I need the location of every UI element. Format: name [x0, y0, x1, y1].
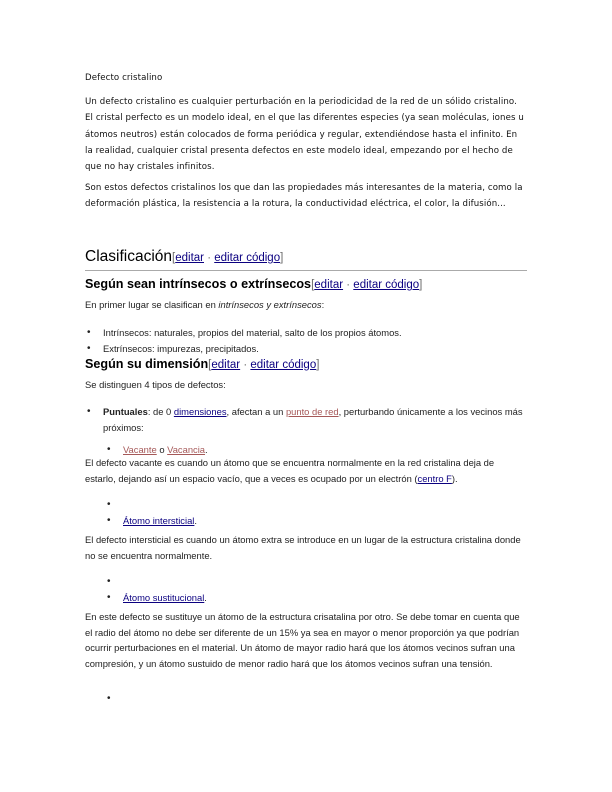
- document-title: Defecto cristalino: [85, 73, 163, 83]
- edit-links: [editar · editar código]: [172, 252, 284, 264]
- vacante-link[interactable]: Vacante: [123, 444, 157, 455]
- list-item-empty: [85, 691, 527, 707]
- subheading-dimension: Según su dimensión[editar · editar código]: [85, 357, 320, 371]
- edit-link[interactable]: editar: [175, 252, 204, 264]
- vacante-description: El defecto vacante es cuando un átomo que se encuentra normalmente en la red cristalina deja de estarlo, dejando así un espacio vacío, que a veces es ocupado por un electrón (centro F).: [85, 457, 495, 484]
- list-item: • Extrínsecos: impurezas, precipitados.: [85, 341, 527, 357]
- atomo-intersticial-link[interactable]: Átomo intersticial: [123, 514, 195, 526]
- list-item: • Intrínsecos: naturales, propios del material, salto de los propios átomos.: [85, 325, 527, 341]
- edit-links: [editar · editar código]: [208, 359, 320, 371]
- sustitucional-list: [85, 574, 527, 605]
- list-item-empty: [85, 497, 527, 513]
- intersticial-list: [85, 497, 527, 528]
- centro-f-link[interactable]: centro F: [417, 472, 452, 484]
- dimension-lead: Se distinguen 4 tipos de defectos:: [85, 379, 226, 390]
- edit-link[interactable]: editar: [211, 359, 241, 371]
- list-item-sustitucional: • Átomo sustitucional.: [85, 590, 527, 606]
- sustitucional-description: En este defecto se sustituye un átomo de la estructura crisatalina por otro. Se debe tomar en cuenta que el radio del átomo no debe ser diferente de un 15% ya sea en mayor o menor proporción ya que podrían ocurrir perturbaciones en el material. Un átomo de mayor radio hará que los átomos vecinos sufran una compresión, y un átomo sustuido de menor radio hará que los átomos vecinos sufran una tensión.: [85, 611, 520, 669]
- edit-link[interactable]: editar: [314, 279, 344, 291]
- vacancia-link[interactable]: Vacancia: [167, 444, 206, 455]
- list-item-empty: [85, 574, 527, 590]
- list-item-puntuales: • Puntuales: de 0 dimensiones, afectan a un punto de red, perturbando únicamente a los vecinos más próximos:: [85, 404, 527, 435]
- atomo-sustitucional-link[interactable]: Átomo sustitucional: [123, 591, 205, 603]
- edit-code-link[interactable]: editar código: [353, 279, 420, 291]
- dimension-list: [85, 404, 527, 458]
- edit-code-link[interactable]: editar código: [214, 252, 281, 264]
- edit-links: [editar · editar código]: [311, 279, 423, 291]
- dimensiones-link[interactable]: dimensiones: [173, 406, 227, 417]
- section-title: Clasificación: [85, 248, 173, 265]
- punto-de-red-link[interactable]: punto de red: [285, 406, 339, 417]
- intrinsecos-list: [85, 325, 527, 356]
- intro-paragraph-2: Son estos defectos cristalinos los que dan las propiedades más interesantes de la materia, como la deformación plástica, la resistencia a la rotura, la conductividad eléctrica, el color, la difusión...: [85, 183, 523, 210]
- intro-paragraph-1: Un defecto cristalino es cualquier perturbación en la periodicidad de la red de un sólido cristalino. El cristal perfecto es un modelo ideal, en el que las diferentes especies (ya sean moléculas, iones u átomos neutros) están colocados de forma periódica y regular, extendiéndose hasta el infinito. En la realidad, cualquier cristal presenta defectos en este modelo ideal, empezando por el hecho de que no hay cristales infinitos.: [85, 97, 524, 173]
- list-item-vacante: • Vacante o Vacancia.: [85, 442, 527, 458]
- intrinsecos-lead: En primer lugar se clasifican en intrínsecos y extrínsecos:: [85, 299, 325, 310]
- list-item-intersticial: • Átomo intersticial.: [85, 513, 527, 529]
- intersticial-description: El defecto intersticial es cuando un átomo extra se introduce en un lugar de la estructura cristalina donde no se encuentra normalmente.: [85, 534, 521, 561]
- section-heading-clasificacion: [85, 247, 527, 271]
- trailing-list: [85, 691, 527, 707]
- edit-code-link[interactable]: editar código: [250, 359, 317, 371]
- subheading-intrinsecos: Según sean intrínsecos o extrínsecos[editar · editar código]: [85, 277, 423, 291]
